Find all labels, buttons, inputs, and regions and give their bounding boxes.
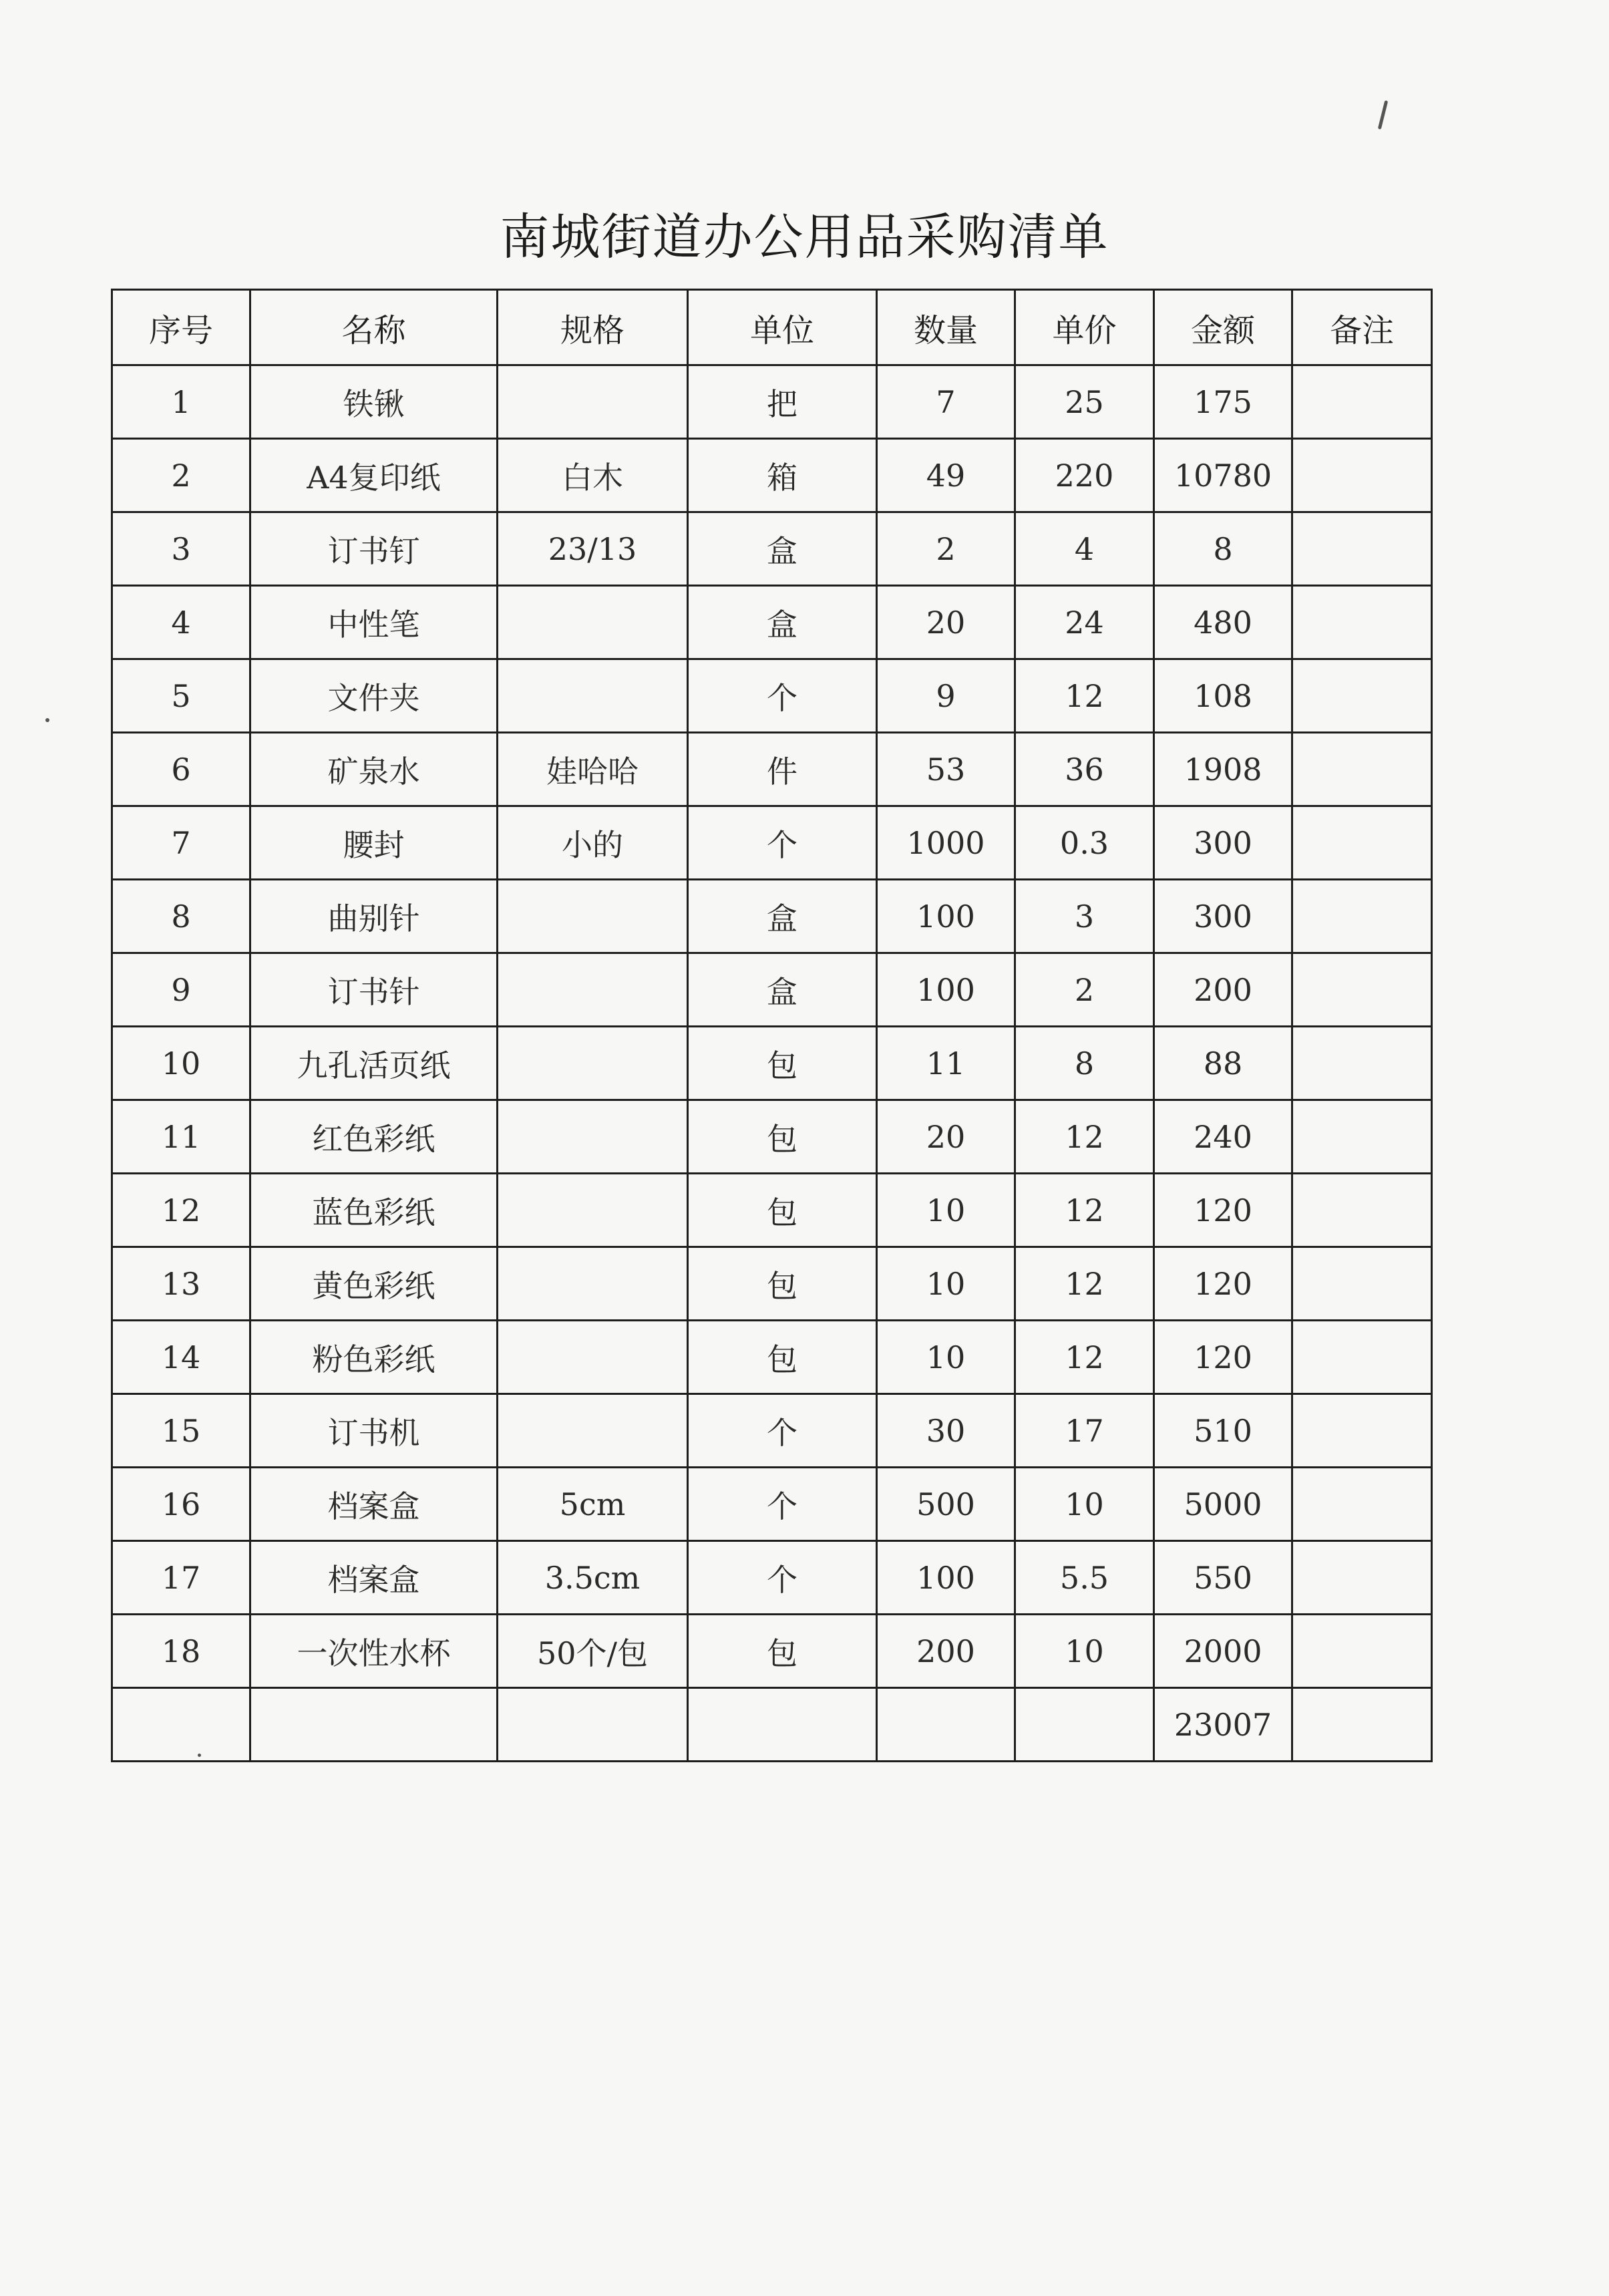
cell-amount: 1908 bbox=[1154, 733, 1292, 806]
cell-amount: 510 bbox=[1154, 1394, 1292, 1468]
cell-unit: 盒 bbox=[688, 880, 877, 953]
cell-qty: 30 bbox=[877, 1394, 1015, 1468]
cell-index: 16 bbox=[112, 1468, 250, 1541]
cell-qty: 10 bbox=[877, 1247, 1015, 1321]
cell-spec bbox=[498, 1688, 688, 1762]
cell-amount: 23007 bbox=[1154, 1688, 1292, 1762]
cell-amount: 10780 bbox=[1154, 439, 1292, 512]
cell-note bbox=[1292, 1468, 1432, 1541]
cell-spec: 3.5cm bbox=[498, 1541, 688, 1615]
cell-index: 7 bbox=[112, 806, 250, 880]
table-header-row bbox=[112, 290, 1432, 365]
cell-spec bbox=[498, 365, 688, 439]
cell-note bbox=[1292, 512, 1432, 586]
cell-spec bbox=[498, 1321, 688, 1394]
header-spec: 规格 bbox=[498, 290, 688, 365]
table-row bbox=[112, 659, 1432, 733]
cell-amount: 108 bbox=[1154, 659, 1292, 733]
cell-amount: 120 bbox=[1154, 1247, 1292, 1321]
cell-name: 档案盒 bbox=[250, 1468, 498, 1541]
table-row bbox=[112, 806, 1432, 880]
cell-price: 12 bbox=[1015, 1174, 1154, 1247]
cell-unit: 件 bbox=[688, 733, 877, 806]
cell-note bbox=[1292, 1027, 1432, 1100]
table-row bbox=[112, 1541, 1432, 1615]
cell-name: 粉色彩纸 bbox=[250, 1321, 498, 1394]
cell-unit: 包 bbox=[688, 1247, 877, 1321]
cell-note bbox=[1292, 1321, 1432, 1394]
table-row bbox=[112, 439, 1432, 512]
cell-name: 腰封 bbox=[250, 806, 498, 880]
cell-note bbox=[1292, 1688, 1432, 1762]
cell-index: 6 bbox=[112, 733, 250, 806]
table-row bbox=[112, 1321, 1432, 1394]
cell-note bbox=[1292, 1541, 1432, 1615]
cell-price: 10 bbox=[1015, 1615, 1154, 1688]
cell-qty: 7 bbox=[877, 365, 1015, 439]
table-row bbox=[112, 1615, 1432, 1688]
cell-unit bbox=[688, 1688, 877, 1762]
cell-spec: 50个/包 bbox=[498, 1615, 688, 1688]
table-row bbox=[112, 512, 1432, 586]
cell-index: 4 bbox=[112, 586, 250, 659]
cell-qty: 500 bbox=[877, 1468, 1015, 1541]
cell-qty: 20 bbox=[877, 586, 1015, 659]
cell-note bbox=[1292, 1615, 1432, 1688]
cell-index: 10 bbox=[112, 1027, 250, 1100]
header-price: 单价 bbox=[1015, 290, 1154, 365]
cell-spec: 白木 bbox=[498, 439, 688, 512]
cell-index: 17 bbox=[112, 1541, 250, 1615]
cell-spec: 23/13 bbox=[498, 512, 688, 586]
cell-qty: 11 bbox=[877, 1027, 1015, 1100]
cell-amount: 480 bbox=[1154, 586, 1292, 659]
cell-spec: 小的 bbox=[498, 806, 688, 880]
cell-amount: 300 bbox=[1154, 806, 1292, 880]
cell-index: 3 bbox=[112, 512, 250, 586]
cell-index: 1 bbox=[112, 365, 250, 439]
cell-amount: 8 bbox=[1154, 512, 1292, 586]
cell-note bbox=[1292, 733, 1432, 806]
cell-amount: 5000 bbox=[1154, 1468, 1292, 1541]
cell-price: 5.5 bbox=[1015, 1541, 1154, 1615]
cell-amount: 300 bbox=[1154, 880, 1292, 953]
cell-unit: 包 bbox=[688, 1027, 877, 1100]
cell-spec bbox=[498, 1394, 688, 1468]
scan-speck bbox=[45, 718, 49, 722]
cell-name: 九孔活页纸 bbox=[250, 1027, 498, 1100]
cell-note bbox=[1292, 586, 1432, 659]
cell-unit: 个 bbox=[688, 1468, 877, 1541]
header-index: 序号 bbox=[112, 290, 250, 365]
cell-spec bbox=[498, 1100, 688, 1174]
cell-index: 2 bbox=[112, 439, 250, 512]
cell-index: 18 bbox=[112, 1615, 250, 1688]
cell-note bbox=[1292, 1174, 1432, 1247]
cell-name: 一次性水杯 bbox=[250, 1615, 498, 1688]
cell-name: 铁锹 bbox=[250, 365, 498, 439]
header-note: 备注 bbox=[1292, 290, 1432, 365]
cell-spec bbox=[498, 586, 688, 659]
table-row bbox=[112, 953, 1432, 1027]
cell-unit: 包 bbox=[688, 1174, 877, 1247]
cell-name: 黄色彩纸 bbox=[250, 1247, 498, 1321]
cell-price bbox=[1015, 1688, 1154, 1762]
cell-spec: 娃哈哈 bbox=[498, 733, 688, 806]
cell-spec bbox=[498, 953, 688, 1027]
cell-qty: 53 bbox=[877, 733, 1015, 806]
cell-note bbox=[1292, 953, 1432, 1027]
cell-unit: 盒 bbox=[688, 586, 877, 659]
cell-note bbox=[1292, 880, 1432, 953]
cell-index: 5 bbox=[112, 659, 250, 733]
cell-unit: 把 bbox=[688, 365, 877, 439]
cell-index: 12 bbox=[112, 1174, 250, 1247]
cell-unit: 个 bbox=[688, 1541, 877, 1615]
cell-name: 矿泉水 bbox=[250, 733, 498, 806]
cell-name: 订书机 bbox=[250, 1394, 498, 1468]
cell-spec bbox=[498, 1247, 688, 1321]
cell-index: 13 bbox=[112, 1247, 250, 1321]
cell-unit: 箱 bbox=[688, 439, 877, 512]
cell-index: 8 bbox=[112, 880, 250, 953]
cell-spec bbox=[498, 659, 688, 733]
cell-price: 24 bbox=[1015, 586, 1154, 659]
cell-amount: 2000 bbox=[1154, 1615, 1292, 1688]
cell-note bbox=[1292, 1100, 1432, 1174]
table-total-row bbox=[112, 1688, 1432, 1762]
cell-name: 订书钉 bbox=[250, 512, 498, 586]
table-row bbox=[112, 1247, 1432, 1321]
cell-price: 12 bbox=[1015, 1100, 1154, 1174]
table-row bbox=[112, 1394, 1432, 1468]
cell-index: 9 bbox=[112, 953, 250, 1027]
cell-unit: 包 bbox=[688, 1321, 877, 1394]
page-title: 南城街道办公用品采购清单 bbox=[500, 208, 1109, 266]
cell-note bbox=[1292, 659, 1432, 733]
cell-spec: 5cm bbox=[498, 1468, 688, 1541]
scan-speck bbox=[198, 1754, 201, 1757]
cell-qty: 100 bbox=[877, 953, 1015, 1027]
table-row bbox=[112, 1174, 1432, 1247]
cell-qty: 100 bbox=[877, 1541, 1015, 1615]
header-qty: 数量 bbox=[877, 290, 1015, 365]
cell-amount: 120 bbox=[1154, 1321, 1292, 1394]
cell-amount: 175 bbox=[1154, 365, 1292, 439]
cell-qty: 10 bbox=[877, 1174, 1015, 1247]
cell-name: 订书针 bbox=[250, 953, 498, 1027]
cell-amount: 240 bbox=[1154, 1100, 1292, 1174]
pen-mark bbox=[1378, 100, 1388, 130]
cell-qty: 2 bbox=[877, 512, 1015, 586]
cell-qty: 1000 bbox=[877, 806, 1015, 880]
header-amount: 金额 bbox=[1154, 290, 1292, 365]
cell-note bbox=[1292, 1394, 1432, 1468]
cell-name: 曲别针 bbox=[250, 880, 498, 953]
cell-name: 档案盒 bbox=[250, 1541, 498, 1615]
cell-price: 10 bbox=[1015, 1468, 1154, 1541]
cell-name: 蓝色彩纸 bbox=[250, 1174, 498, 1247]
cell-price: 36 bbox=[1015, 733, 1154, 806]
cell-note bbox=[1292, 439, 1432, 512]
cell-name: 红色彩纸 bbox=[250, 1100, 498, 1174]
cell-price: 2 bbox=[1015, 953, 1154, 1027]
cell-unit: 盒 bbox=[688, 512, 877, 586]
cell-index bbox=[112, 1688, 250, 1762]
cell-amount: 200 bbox=[1154, 953, 1292, 1027]
cell-index: 14 bbox=[112, 1321, 250, 1394]
cell-name: 文件夹 bbox=[250, 659, 498, 733]
cell-unit: 个 bbox=[688, 1394, 877, 1468]
purchase-table bbox=[111, 289, 1433, 1762]
table-row bbox=[112, 1100, 1432, 1174]
cell-price: 17 bbox=[1015, 1394, 1154, 1468]
cell-spec bbox=[498, 1174, 688, 1247]
cell-qty: 200 bbox=[877, 1615, 1015, 1688]
cell-unit: 个 bbox=[688, 806, 877, 880]
cell-qty: 9 bbox=[877, 659, 1015, 733]
header-name: 名称 bbox=[250, 290, 498, 365]
cell-amount: 550 bbox=[1154, 1541, 1292, 1615]
table-row bbox=[112, 733, 1432, 806]
cell-index: 15 bbox=[112, 1394, 250, 1468]
header-unit: 单位 bbox=[688, 290, 877, 365]
cell-price: 12 bbox=[1015, 659, 1154, 733]
cell-qty: 10 bbox=[877, 1321, 1015, 1394]
cell-qty bbox=[877, 1688, 1015, 1762]
cell-price: 0.3 bbox=[1015, 806, 1154, 880]
cell-note bbox=[1292, 1247, 1432, 1321]
cell-note bbox=[1292, 365, 1432, 439]
table-row bbox=[112, 1027, 1432, 1100]
cell-qty: 49 bbox=[877, 439, 1015, 512]
cell-price: 12 bbox=[1015, 1247, 1154, 1321]
cell-spec bbox=[498, 880, 688, 953]
cell-note bbox=[1292, 806, 1432, 880]
table-row bbox=[112, 880, 1432, 953]
table-row bbox=[112, 1468, 1432, 1541]
cell-price: 8 bbox=[1015, 1027, 1154, 1100]
cell-name bbox=[250, 1688, 498, 1762]
cell-unit: 个 bbox=[688, 659, 877, 733]
cell-price: 12 bbox=[1015, 1321, 1154, 1394]
cell-name: 中性笔 bbox=[250, 586, 498, 659]
cell-price: 4 bbox=[1015, 512, 1154, 586]
cell-unit: 包 bbox=[688, 1100, 877, 1174]
cell-spec bbox=[498, 1027, 688, 1100]
cell-amount: 88 bbox=[1154, 1027, 1292, 1100]
cell-price: 220 bbox=[1015, 439, 1154, 512]
cell-unit: 盒 bbox=[688, 953, 877, 1027]
cell-amount: 120 bbox=[1154, 1174, 1292, 1247]
cell-qty: 20 bbox=[877, 1100, 1015, 1174]
cell-unit: 包 bbox=[688, 1615, 877, 1688]
table-row bbox=[112, 365, 1432, 439]
table-row bbox=[112, 586, 1432, 659]
cell-price: 25 bbox=[1015, 365, 1154, 439]
cell-qty: 100 bbox=[877, 880, 1015, 953]
cell-index: 11 bbox=[112, 1100, 250, 1174]
cell-price: 3 bbox=[1015, 880, 1154, 953]
cell-name: A4复印纸 bbox=[250, 439, 498, 512]
